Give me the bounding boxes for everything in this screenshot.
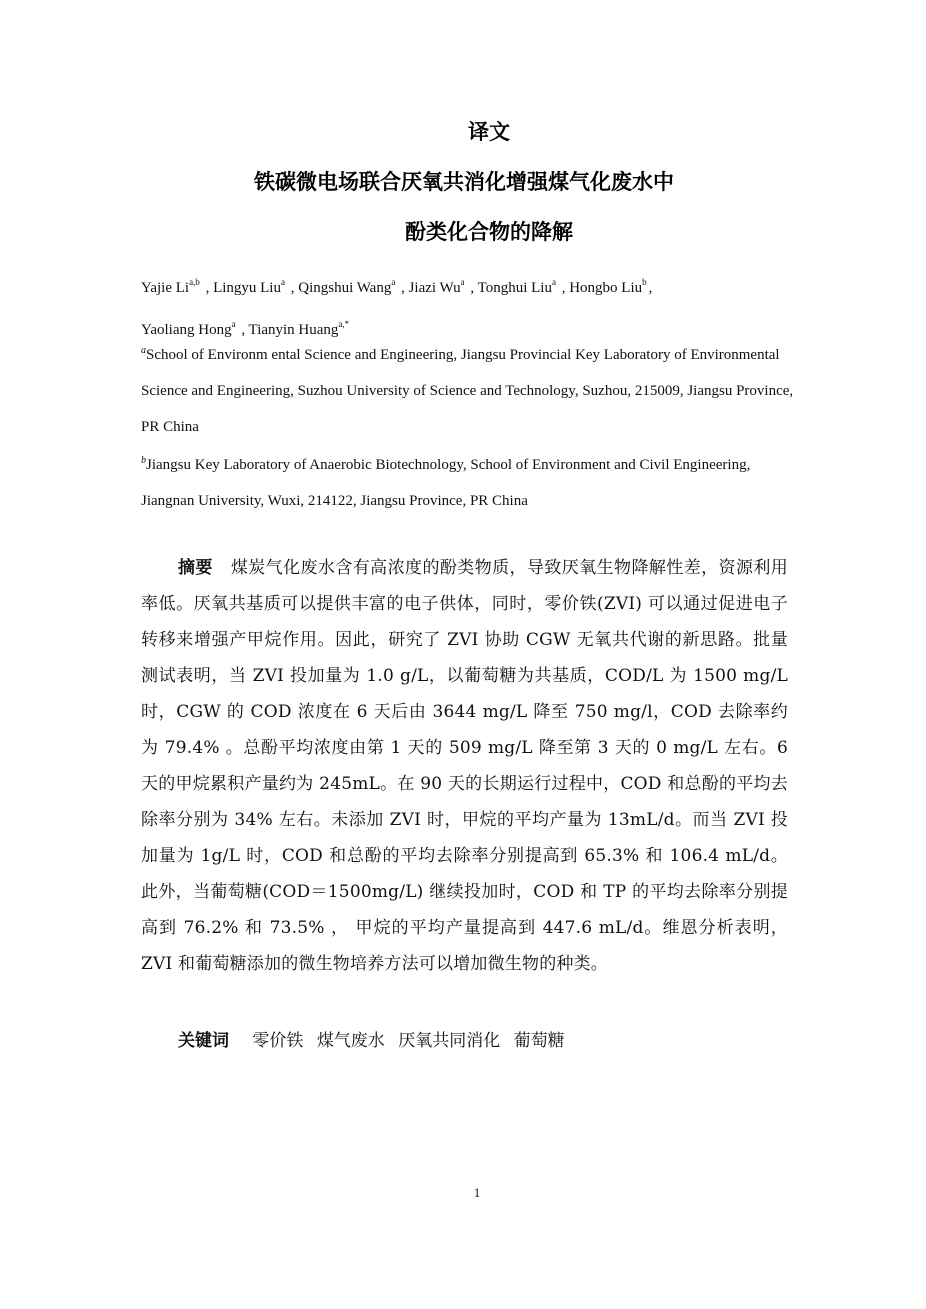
affiliation-text: School of Environm ental Science and Engineering, Jiangsu Provincial Key Laboratory of Environmental Science and Engineering, Suzhou University of Science and Technology, Suzhou, 215009, Jiangsu Province, PR China	[141, 347, 794, 435]
abstract	[141, 550, 788, 982]
affiliation-b	[141, 443, 801, 519]
keywords-label: 关键词	[178, 1031, 229, 1051]
keyword: 厌氧共同消化	[398, 1031, 501, 1051]
affiliation-a	[141, 333, 801, 445]
author: , Hongbo Liu$^b$	[561, 277, 647, 296]
paper-title-line-1: 铁碳微电场联合厌氧共消化增强煤气化废水中	[254, 170, 674, 194]
author: , Qingshui Wang$^a$	[290, 277, 396, 296]
keywords	[178, 1023, 573, 1059]
keyword: 煤气废水	[316, 1031, 385, 1051]
author: , Tianyin Huang$^{a,*}$	[241, 319, 350, 338]
affiliation-marker: a	[141, 345, 146, 356]
title-block	[0, 118, 926, 246]
page-number: 1	[473, 1185, 481, 1200]
affiliation-text: Jiangsu Key Laboratory of Anaerobic Biotechnology, School of Environment and Civil Engineering, Jiangnan University, Wuxi, 214122, Jiangsu Province, PR China	[141, 457, 751, 509]
author: , Lingyu Liu$^a$	[205, 277, 285, 296]
affiliation-marker: b	[141, 455, 146, 466]
translation-label: 译文	[468, 120, 510, 144]
keyword: 葡萄糖	[513, 1031, 565, 1051]
author: Yajie Li$^{a,b}$	[141, 277, 200, 296]
keyword: 零价铁	[252, 1031, 304, 1051]
abstract-label: 摘要	[178, 558, 213, 578]
author-line-1	[141, 264, 801, 306]
abstract-text: 煤炭气化废水含有高浓度的酚类物质，导致厌氧生物降解性差，资源利用率低。厌氧共基质可以提供丰富的电子供体，同时，零价铁(ZVI) 可以通过促进电子转移来增强产甲烷作用。因此，研究了 ZVI 协助 CGW 无氧共代谢的新思路。批量测试表明，当 ZVI 投加量为 1.0 g/L，以葡萄糖为共基质，COD/L 为 1500 mg/L 时，CGW 的 COD 浓度在 6 天后由 3644 mg/L 降至 750 mg/l，COD 去除率约为 79.4% 。总酚平均浓度由第 1 天的 509 mg/L 降至第 3 天的 0 mg/L 左右。6 天的甲烷累积产量约为 245mL。在 90 天的长期运行过程中，COD 和总酚的平均去除率分别为 34% 左右。未添加 ZVI 时，甲烷的平均产量为 13mL/d。而当 ZVI 投加量为 1g/L 时，COD 和总酚的平均去除率分别提高到 65.3% 和 106.4 mL/d。此外，当葡萄糖(COD＝1500mg/L) 继续投加时，COD 和 TP 的平均去除率分别提高到 76.2% 和 73.5% ， 甲烷的平均产量提高到 447.6 mL/d。维恩分析表明， ZVI 和葡萄糖添加的微生物培养方法可以增加微生物的种类。	[141, 558, 788, 974]
author: , Tonghui Liu$^a$	[470, 277, 556, 296]
author: , Jiazi Wu$^a$	[401, 277, 465, 296]
author: Yaoliang Hong$^a$	[141, 319, 236, 338]
paper-title-line-2: 酚类化合物的降解	[405, 220, 573, 244]
author-separator: ,	[648, 280, 653, 296]
